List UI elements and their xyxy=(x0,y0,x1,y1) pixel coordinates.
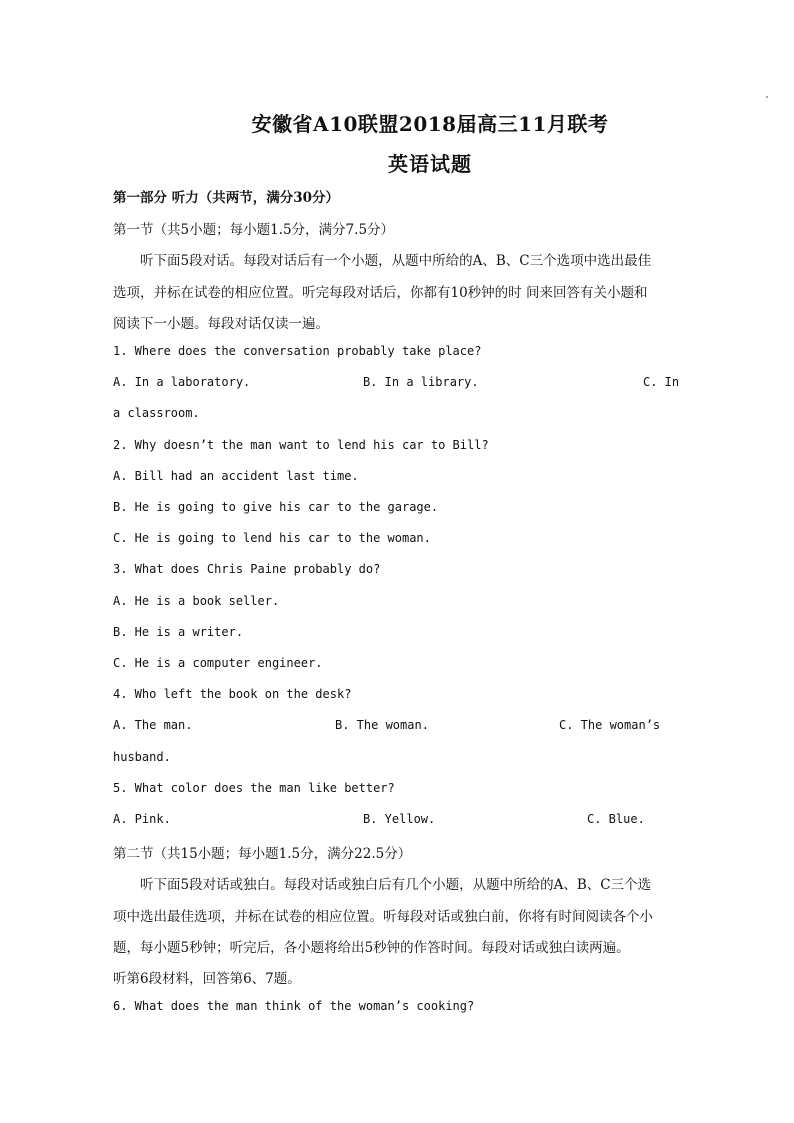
section2-instruction-line1: 听下面5段对话或独白。每段对话或独白后有几个小题，从题中所给的A、B、C三个选 xyxy=(140,877,652,893)
question-2: 2. Why doesn’t the man want to lend his car to Bill? xyxy=(113,438,489,452)
question-6: 6. What does the man think of the woman’s cooking? xyxy=(113,999,475,1013)
q4-option-b: B. The woman. xyxy=(335,718,429,732)
question-1: 1. Where does the conversation probably take place? xyxy=(113,344,482,358)
question-3: 3. What does Chris Paine probably do? xyxy=(113,562,381,576)
section2-heading: 第二节（共15小题；每小题1.5分，满分22.5分） xyxy=(113,846,412,862)
q3-option-c: C. He is a computer engineer. xyxy=(113,656,323,670)
question-4: 4. Who left the book on the desk? xyxy=(113,687,352,701)
q5-option-a: A. Pink. xyxy=(113,812,171,826)
scan-dot xyxy=(766,96,768,98)
q1-option-c-continued: a classroom. xyxy=(113,406,200,420)
q4-option-a: A. The man. xyxy=(113,718,193,732)
exam-subtitle: 英语试题 xyxy=(388,152,472,176)
q1-option-b: B. In a library. xyxy=(363,375,479,389)
section1-heading: 第一节（共5小题；每小题1.5分，满分7.5分） xyxy=(113,222,395,238)
section1-instruction-line1: 听下面5段对话。每段对话后有一个小题，从题中所给的A、B、C三个选项中选出最佳 xyxy=(140,253,652,269)
exam-title: 安徽省A10联盟2018届高三11月联考 xyxy=(251,112,609,136)
q4-option-c-continued: husband. xyxy=(113,750,171,764)
q3-option-b: B. He is a writer. xyxy=(113,625,244,639)
q4-option-c: C. The woman’s xyxy=(559,718,661,732)
question-5: 5. What color does the man like better? xyxy=(113,781,395,795)
q5-option-c: C. Blue. xyxy=(587,812,645,826)
material-6-heading: 听第6段材料，回答第6、7题。 xyxy=(113,971,301,987)
section2-instruction-line3: 题，每小题5秒钟；听完后，各小题将给出5秒钟的作答时间。每段对话或独白读两遍。 xyxy=(113,940,630,956)
q2-option-a: A. Bill had an accident last time. xyxy=(113,469,359,483)
q5-option-b: B. Yellow. xyxy=(363,812,436,826)
q1-option-c: C. In xyxy=(643,375,680,389)
part1-heading: 第一部分 听力（共两节，满分30分） xyxy=(113,190,339,206)
q2-option-c: C. He is going to lend his car to the woman. xyxy=(113,531,431,545)
section1-instruction-line2: 选项，并标在试卷的相应位置。听完每段对话后，你都有10秒钟的时 间来回答有关小题和 xyxy=(113,285,648,301)
section1-instruction-line3: 阅读下一小题。每段对话仅读一遍。 xyxy=(113,316,329,332)
section2-instruction-line2: 项中选出最佳选项，并标在试卷的相应位置。听每段对话或独白前，你将有时间阅读各个小 xyxy=(113,909,653,925)
q2-option-b: B. He is going to give his car to the garage. xyxy=(113,500,439,514)
q3-option-a: A. He is a book seller. xyxy=(113,594,280,608)
q1-option-a: A. In a laboratory. xyxy=(113,375,251,389)
